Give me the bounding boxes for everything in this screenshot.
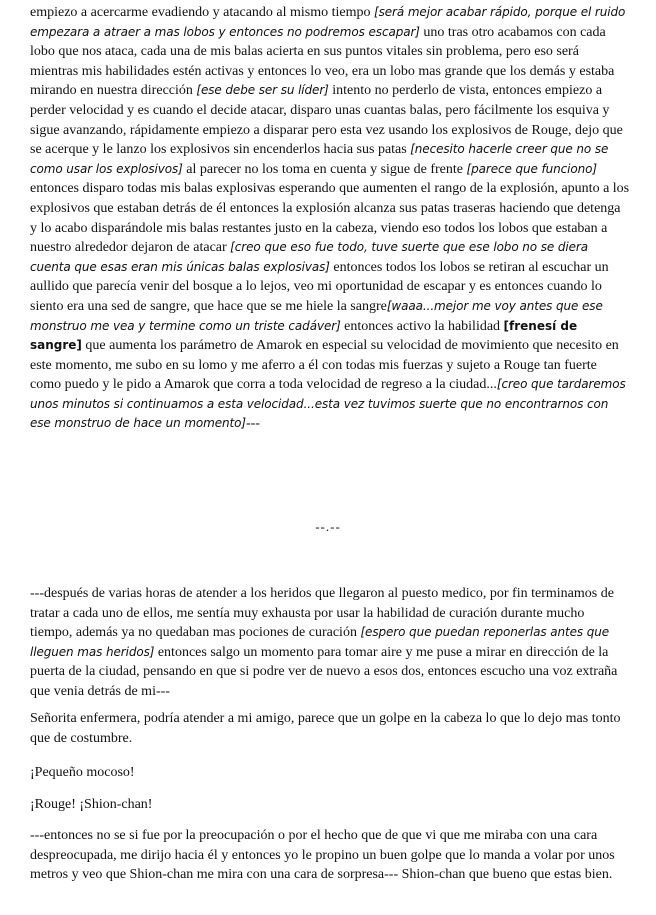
inner-thought: [ese debe ser su líder] xyxy=(196,83,329,98)
narration-text: al parecer no los toma en cuenta y sigue de frente xyxy=(182,161,467,177)
inner-thought: [espero que puedan reponerlas antes que lleguen mas heridos] xyxy=(30,625,610,659)
section-separator: --.-- xyxy=(315,519,341,534)
paragraph-4: ¡Pequeño mocoso! xyxy=(30,765,135,780)
inner-thought: [creo que eso fue todo, tuve suerte que ese lobo no se diera cuenta que esas eran mis únicas balas explosivas] xyxy=(30,240,589,274)
narration-text: --- xyxy=(245,416,260,432)
inner-thought: [necesito hacerle creer que no se como usar los explosivos] xyxy=(30,142,609,176)
paragraph-1 xyxy=(30,3,630,434)
narration-text: uno tras otro acabamos con cada lobo que nos ataca, cada una de mis balas acierta en sus puntos vitales sin problema, pero eso será mientras mis habilidades estén activas y entonces lo veo, era un lobo mas grande que los demás y estaba mirando en nuestra dirección xyxy=(30,24,615,99)
narration-text: entonces todos los lobos se retiran al escuchar un aullido que parecía venir del bosque a lo lejos, veo mi oportunidad de escapar y es entonces cuando lo siento era una sed de sangre, que hace que se me hiele la sangre xyxy=(30,259,609,314)
narration-text: empiezo a acercarme evadiendo y atacando al mismo tiempo xyxy=(30,5,375,20)
paragraph-5: ¡Rouge! ¡Shion-chan! xyxy=(30,797,153,812)
narration-text: ---después de varias horas de atender a los heridos que llegaron al puesto medico, por fin terminamos de tratar a cada uno de ellos, me sentía muy exhausta por usar la habilidad de curación durante mucho tiempo, además ya no quedaban mas pociones de curación xyxy=(30,586,614,641)
narration-text: entonces activo la habilidad xyxy=(340,318,504,334)
inner-thought: [parece que funciono] xyxy=(466,161,597,176)
narration-text: entonces disparo todas mis balas explosivas esperando que aumenten el rango de la explosión, apunto a los explosivos que estaban detrás de él entonces la explosión alcanza sus patas traseras haciendo que detenga y lo acabo disparándole mis balas restantes justo en la cabeza, viendo eso todos los lobos que estaban a nuestro alrededor dejaron de atacar xyxy=(30,181,630,256)
inner-thought: [creo que tardaremos unos minutos si continuamos a esta velocidad...esta vez tuvimos suerte que no encontrarnos con ese monstruo de hace un momento] xyxy=(30,377,626,431)
skill-name: [frenesí de sangre] xyxy=(30,318,578,353)
paragraph-3: Señorita enfermera, podría atender a mi amigo, parece que un golpe en la cabeza lo que lo dejo mas tonto que de costumbre. xyxy=(30,711,621,746)
paragraph-2 xyxy=(30,584,630,702)
paragraph-6: ---entonces no se si fue por la preocupación o por el hecho que de que vi que me miraba con una cara despreocupada, me dirijo hacia él y entonces yo le propino un buen golpe que lo manda a volar por unos metros y veo que Shion-chan me mira con una cara de sorpresa--- Shion-chan que bueno que estas bien. xyxy=(30,828,615,883)
inner-thought: [será mejor acabar rápido, porque el ruido empezara a atraer a mas lobos y entonces no podremos escapar] xyxy=(30,5,626,39)
inner-thought: [waaa...mejor me voy antes que ese monstruo me vea y termine como un triste cadáver] xyxy=(30,298,603,333)
narration-text: que aumenta los parámetro de Amarok en especial su velocidad de movimiento que necesito en este momento, me subo en su lomo y me aferro a él con todas mis fuerzas y sujeto a Rouge tan fuerte como puedo y le pido a Amarok que corra a toda velocidad de regreso a la ciudad... xyxy=(30,338,619,393)
narration-text: entonces salgo un momento para tomar aire y me puse a mirar en dirección de la puerta de la ciudad, pensando en que si podre ver de nuevo a esos dos, entonces escucho una voz extraña que venia detrás de mi--- xyxy=(30,644,618,699)
narration-text: intento no perderlo de vista, entonces empiezo a perder velocidad y es cuando el decide atacar, disparo unas cuantas balas, pero fácilmente los esquiva y sigue avanzando, rápidamente empiezo a disparar pero esta vez usando los explosivos de Rouge, dejo que se acerque y le lanzo los explosivos sin encenderlos hacia sus patas xyxy=(30,83,623,158)
